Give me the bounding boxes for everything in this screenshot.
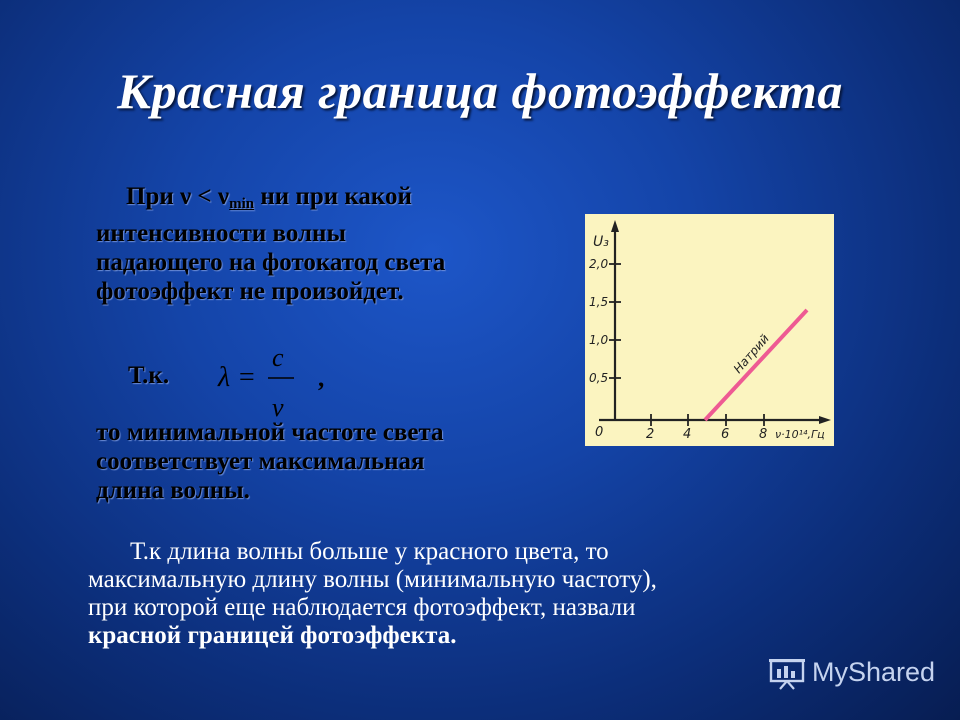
x-axis-label: ν·10¹⁴,Гц <box>775 428 825 441</box>
definition-line-3: при которой еще наблюдается фотоэффект, назвали <box>88 594 636 621</box>
x-tick-label-4: 4 <box>683 427 692 442</box>
y-tick-label-2-0: 2,0 <box>589 257 609 271</box>
intro-line-1 <box>126 182 556 219</box>
intro-line-3: падающего на фотокатод света <box>96 249 446 276</box>
x-axis-arrow <box>819 416 831 424</box>
consequence-line-3: длина волны. <box>96 477 250 504</box>
y-tick-label-1-5: 1,5 <box>589 295 609 309</box>
formula-denominator: ν <box>272 393 284 420</box>
slide-title: Красная граница фотоэффекта <box>117 63 843 119</box>
intro-text-post: ни при какой <box>254 183 412 210</box>
intro-paragraph <box>96 182 556 306</box>
formula-numerator: c <box>272 343 284 372</box>
intro-line-4: фотоэффект не произойдет. <box>96 278 404 305</box>
sodium-graph <box>585 214 834 446</box>
consequence-paragraph <box>96 418 556 505</box>
brand-name: MyShared <box>812 657 936 687</box>
presentation-icon <box>768 657 808 691</box>
definition-line-2: максимальную длину волны (минимальную частоту), <box>88 566 657 593</box>
graph-canvas <box>585 214 834 446</box>
y-tick-label-1-0: 1,0 <box>589 333 609 347</box>
formula-lead: Т.к. <box>128 362 170 389</box>
definition-paragraph <box>88 538 848 650</box>
x-tick-label-6: 6 <box>721 427 730 442</box>
formula-lhs: λ = <box>218 362 257 393</box>
y-axis-arrow <box>611 220 619 232</box>
y-tick-label-0-5: 0,5 <box>589 371 609 385</box>
intro-text-pre: При ν < ν <box>126 183 230 210</box>
consequence-line-1: то минимальной частоте света <box>96 419 444 446</box>
wavelength-formula <box>214 340 344 420</box>
x-tick-label-0: 0 <box>595 425 604 440</box>
nu-min-subscript: min <box>229 196 255 212</box>
x-tick-label-2: 2 <box>646 427 655 442</box>
sodium-line <box>705 310 807 420</box>
brand-logo[interactable] <box>768 657 948 691</box>
x-tick-label-8: 8 <box>759 427 768 442</box>
formula-comma: , <box>318 365 325 392</box>
sodium-line-label: Натрий <box>730 331 772 376</box>
consequence-line-2: соответствует максимальная <box>96 448 425 475</box>
y-axis-label: U₃ <box>593 234 609 250</box>
definition-term: красной границей фотоэффекта. <box>88 622 457 649</box>
definition-line-1: Т.к длина волны больше у красного цвета, то <box>130 538 609 565</box>
intro-line-2: интенсивности волны <box>96 220 346 247</box>
